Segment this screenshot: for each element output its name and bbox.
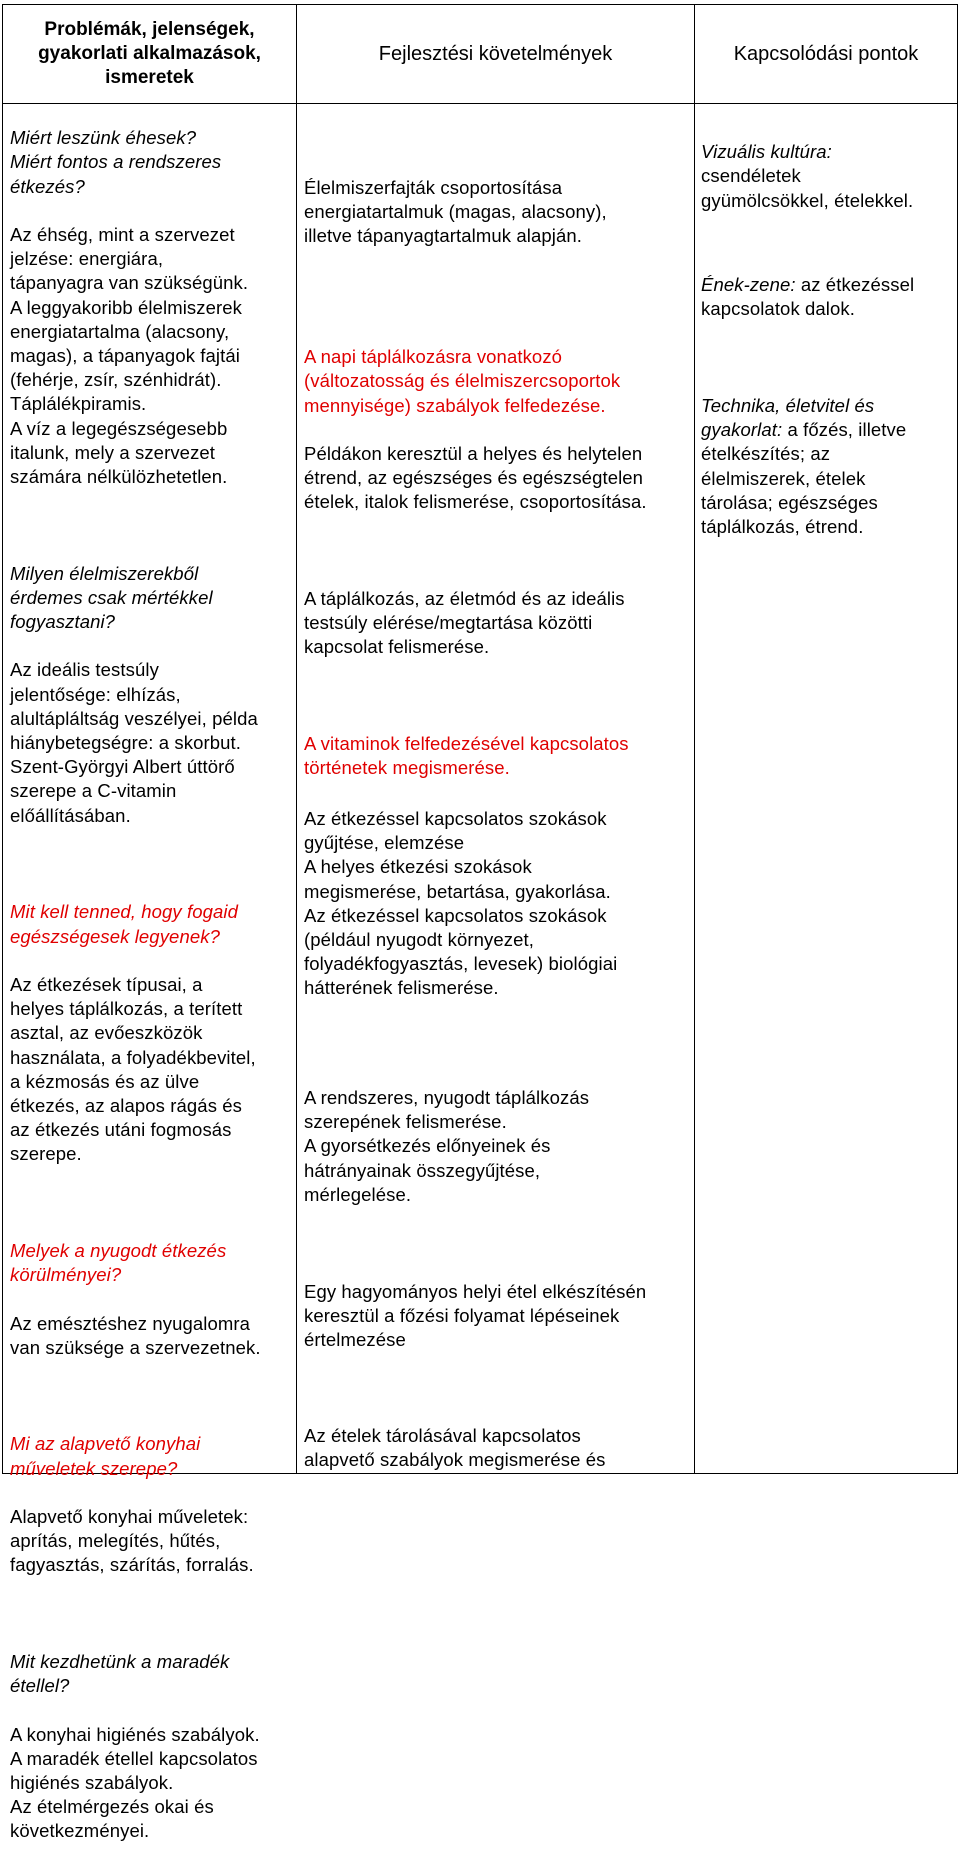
- connection-music-label: Ének-zene:: [701, 274, 796, 296]
- border-col1-col2: [296, 4, 297, 1474]
- connection-music: [701, 273, 957, 321]
- text-hunger: Az éhség, mint a szervezet jelzése: energiára, tápanyagra van szükségünk. A leggyakoribb élelmiszerek energiatartalma (alacsony, magas), a tápanyagok fajtái (fehérje, zsír, szénhidrát). Táplálékpiramis. A víz a legegészségesebb italunk, mely a szervezet számára nélkülözhetetlen.: [10, 224, 249, 488]
- connection-visual-arts: [701, 140, 957, 213]
- question-hunger: Miért leszünk éhesek? Miért fontos a rendszeres étkezés?: [10, 127, 222, 197]
- connection-music-text: az étkezéssel kapcsolatok dalok.: [701, 274, 915, 320]
- border-col2-col3: [694, 4, 695, 1474]
- question-kitchen-operations: Mi az alapvető konyhai műveletek szerepe?: [10, 1433, 201, 1479]
- requirement-vitamins: A vitaminok felfedezésével kapcsolatos történetek megismerése.: [304, 733, 629, 779]
- requirement-regular-eating: A rendszeres, nyugodt táplálkozás szerepének felismerése. A gyorsétkezés előnyeinek és hátrányainak összegyűjtése, mérlegelése.: [304, 1087, 590, 1205]
- connection-technology: [701, 394, 957, 539]
- text-digestion: Az emésztéshez nyugalomra van szüksége a szervezetnek.: [10, 1312, 261, 1358]
- header-connections: Kapcsolódási pontok: [733, 43, 919, 65]
- text-meal-types: Az étkezések típusai, a helyes táplálkozás, a terített asztal, az evőeszközök használata, a folyadékbevitel, a kézmosás és az ülve étkezés, az alapos rágás és az étkezés utáni fogmosás szerepe.: [10, 973, 256, 1165]
- question-leftovers: Mit kezdhetünk a maradék étellel?: [10, 1650, 230, 1697]
- connection-technology-label: Technika, életvitel és gyakorlat:: [701, 395, 875, 441]
- text-hygiene: A konyhai higiénés szabályok. A maradék étellel kapcsolatos higiénés szabályok. Az ételmérgezés okai és következményei.: [10, 1723, 260, 1842]
- col3-content: [701, 116, 957, 563]
- requirement-daily-rules: A napi táplálkozásra vonatkozó (változatosság és élelmiszercsoportok mennyisége) szabályok felfedezése.: [304, 346, 621, 416]
- question-calm-eating: Melyek a nyugodt étkezés körülményei?: [10, 1239, 227, 1286]
- requirement-examples: Példákon keresztül a helyes és helytelen étrend, az egészséges és egészségtelen ételek, italok felismerése, csoportosítása.: [304, 443, 647, 513]
- connection-visual-arts-label: Vizuális kultúra:: [701, 141, 832, 163]
- requirement-eating-habits: Az étkezéssel kapcsolatos szokások gyűjtése, elemzése A helyes étkezési szokások megismerése, betartása, gyakorlása. Az étkezéssel kapcsolatos szokások (például nyugodt környezet, folyadékfogyasztás, levesek) biológiai hátterének felismerése.: [304, 808, 618, 999]
- header-problems: Problémák, jelenségek, gyakorlati alkalmazások, ismeretek: [38, 19, 261, 88]
- header-requirements: Fejlesztési követelmények: [378, 43, 613, 65]
- requirement-traditional-dish: Egy hagyományos helyi étel elkészítésén keresztül a főzési folyamat lépéseinek értelmezése: [304, 1281, 647, 1351]
- question-teeth: Mit kell tenned, hogy fogaid egészségesek legyenek?: [10, 901, 239, 947]
- border-right: [957, 4, 958, 1474]
- requirement-food-storage: Az ételek tárolásával kapcsolatos alapvető szabályok megismerése és: [304, 1425, 606, 1471]
- connection-technology-text: a főzés, illetve ételkészítés; az élelmiszerek, ételek tárolása; egészséges táplálkozás, étrend.: [701, 419, 907, 538]
- col1-content: [10, 102, 294, 1868]
- connection-visual-arts-text: csendéletek gyümölcsökkel, ételekkel.: [701, 165, 914, 211]
- question-moderation: Milyen élelmiszerekből érdemes csak mértékkel fogyasztani?: [10, 562, 213, 633]
- requirement-lifestyle: A táplálkozás, az életmód és az ideális testsúly elérése/megtartása közötti kapcsolat felismerése.: [304, 588, 625, 658]
- border-left: [2, 4, 3, 1474]
- text-kitchen-operations: Alapvető konyhai műveletek: aprítás, melegítés, hűtés, fagyasztás, szárítás, forralás.: [10, 1505, 254, 1576]
- requirement-food-groups: Élelmiszerfajták csoportosítása energiatartalmuk (magas, alacsony), illetve tápanyagtartalmuk alapján.: [304, 177, 607, 247]
- text-ideal-weight: Az ideális testsúly jelentősége: elhízás, alultápláltság veszélyei, példa hiánybetegségre: a skorbut. Szent-Györgyi Albert úttörő szerepe a C-vitamin előállításában.: [10, 659, 258, 826]
- requirement-daily-rules-block: [304, 321, 692, 805]
